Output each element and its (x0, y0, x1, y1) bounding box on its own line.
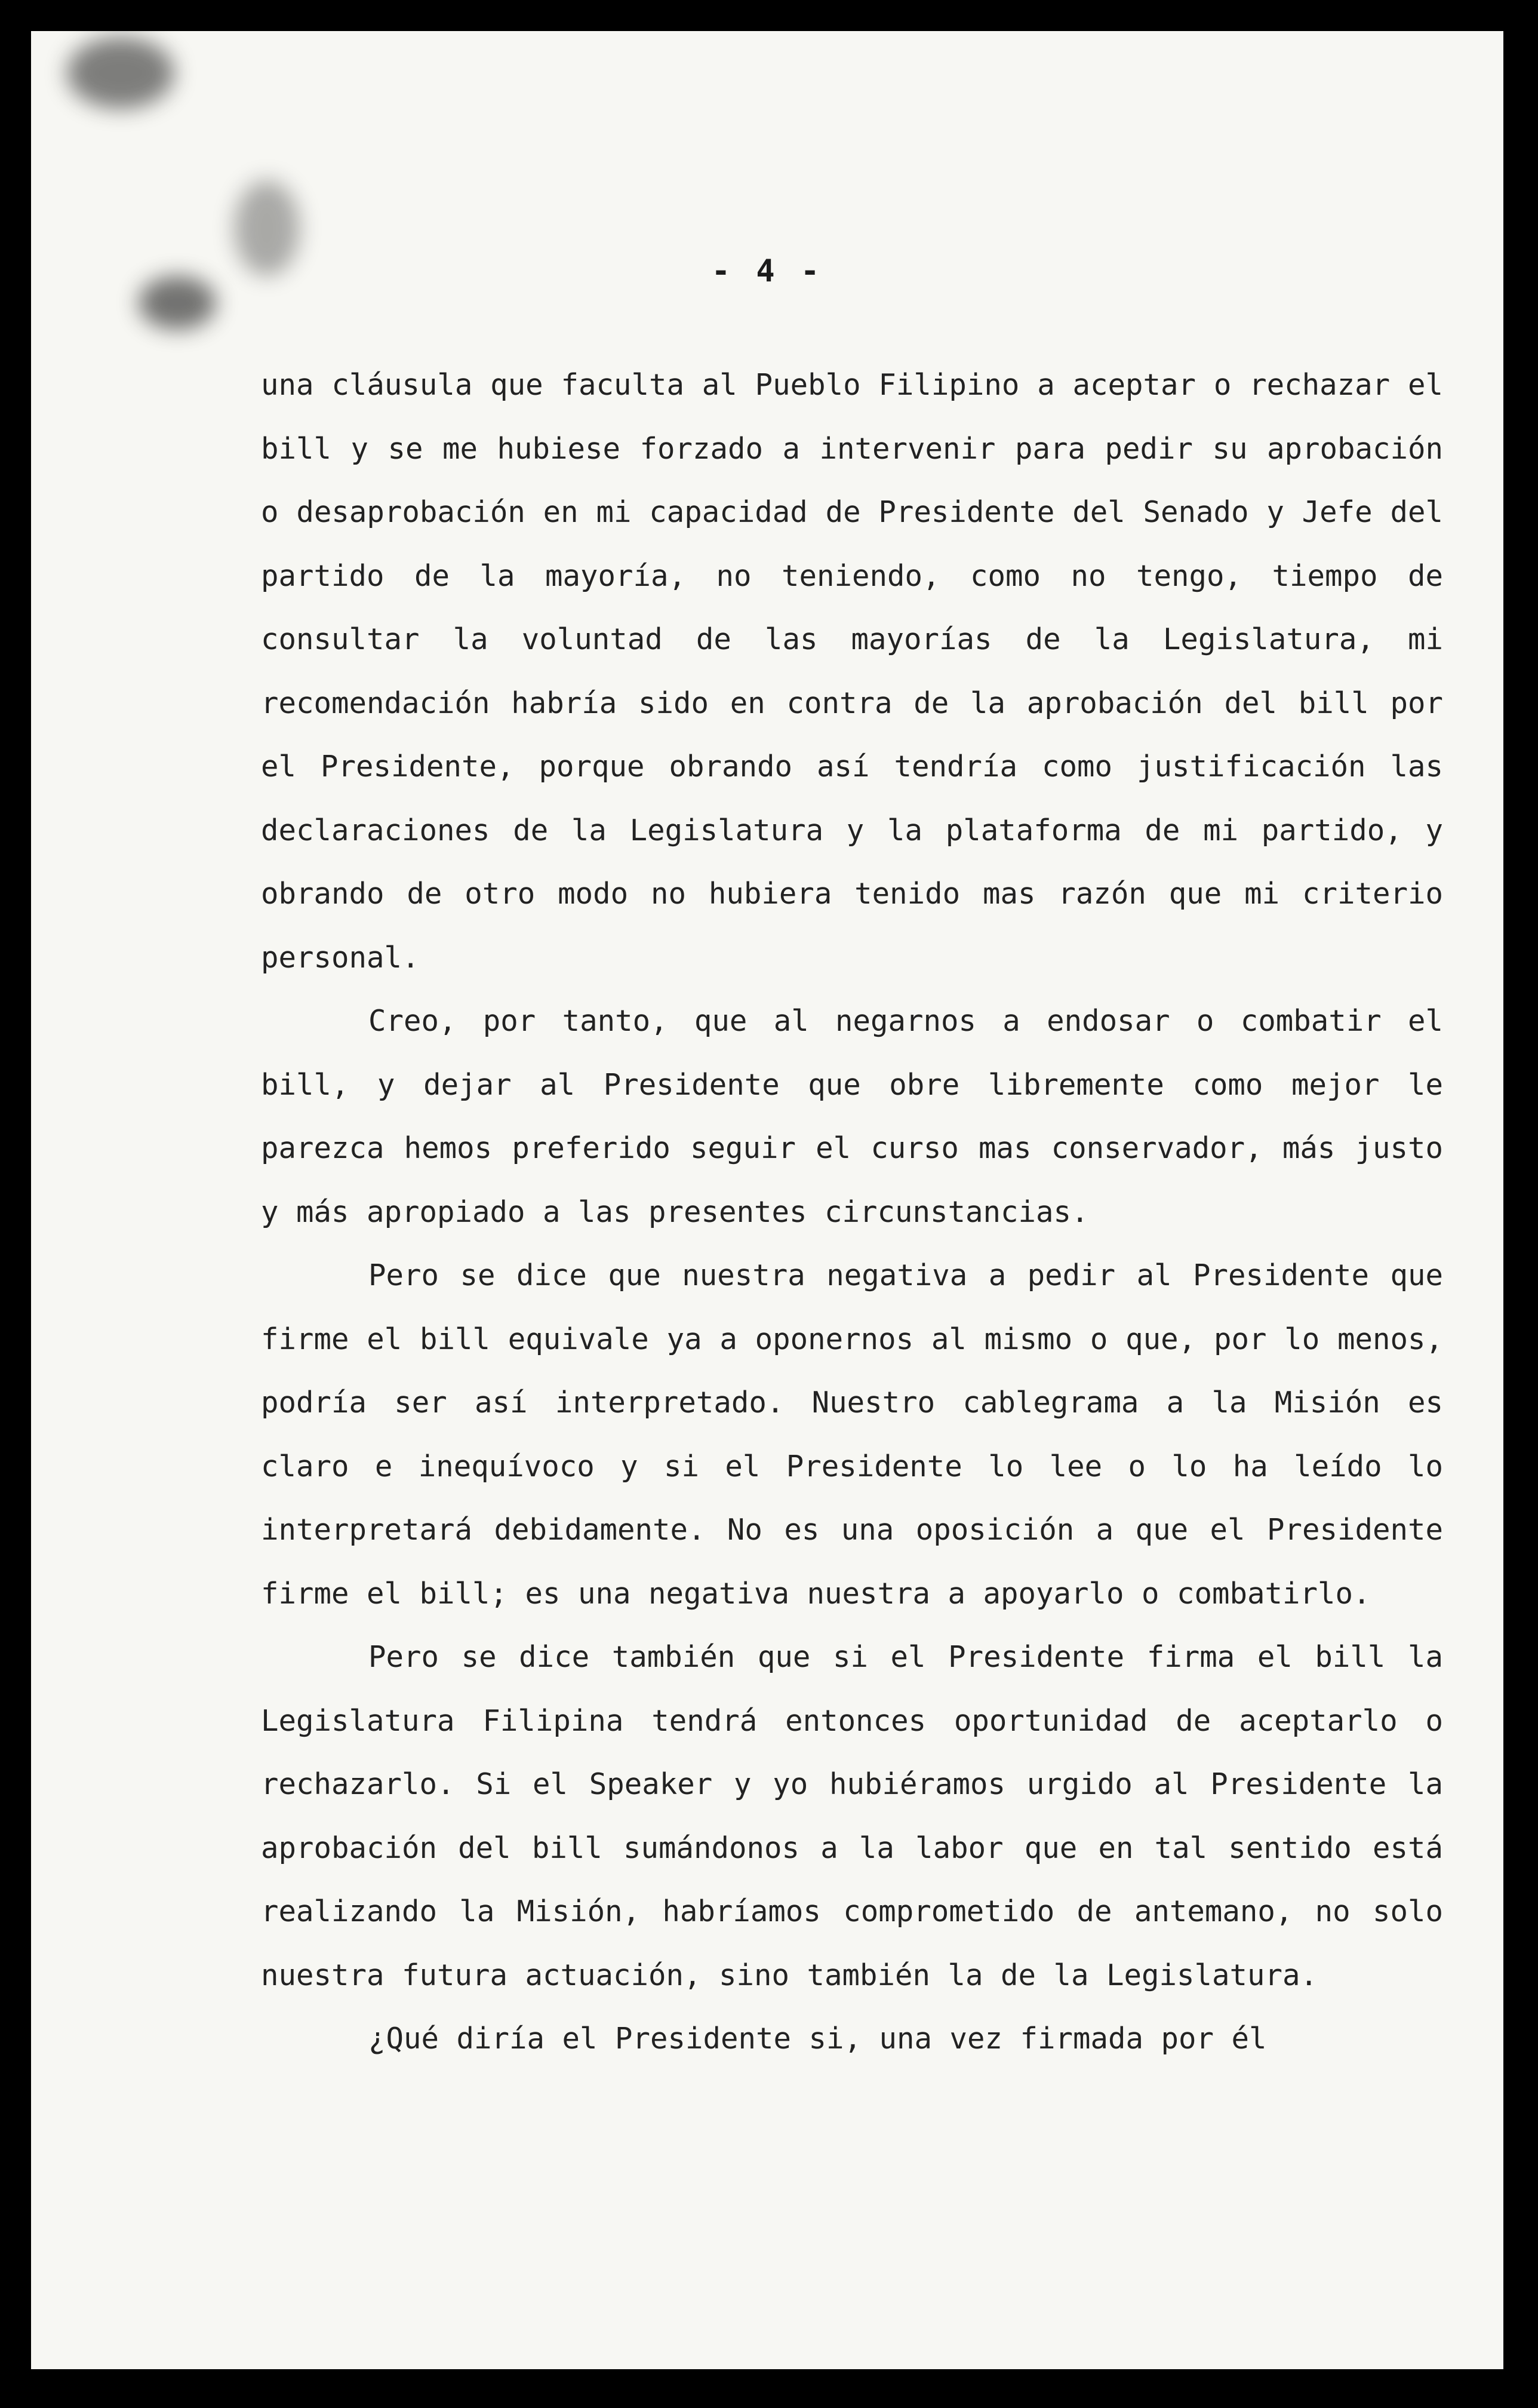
paragraph: Pero se dice que nuestra negativa a pedir al Presidente que firme el bill equivale ya a oponernos al mismo o que, por lo menos, podría ser así interpretado. Nuestro cablegrama a la Misión es claro e inequívoco y si el Presidente lo lee o lo ha leído lo interpretará debidamente. No es una oposición a que el Presidente firme el bill; es una negativa nuestra a apoyarlo o combatirlo. (261, 1258, 1443, 1611)
ink-smudge (67, 37, 174, 109)
page-number: - 4 - (711, 253, 823, 289)
paragraph: Pero se dice también que si el Presidente firma el bill la Legislatura Filipina tendrá entonces oportunidad de aceptarlo o rechazarlo. Si el Speaker y yo hubiéramos urgido al Presidente la aprobación del bill sumándonos a la labor que en tal sentido está realizando la Misión, habríamos comprometido de antemano, no solo nuestra futura actuación, sino también la de la Legislatura. (261, 1640, 1443, 1992)
letter-body (261, 354, 1443, 2071)
paragraph: ¿Qué diría el Presidente si, una vez firmada por él (368, 2022, 1267, 2056)
paragraph: una cláusula que faculta al Pueblo Filipino a aceptar o rechazar el bill y se me hubiese forzado a intervenir para pedir su aprobación o desaprobación en mi capacidad de Presidente del Senado y Jefe del partido de la mayoría, no teniendo, como no tengo, tiempo de consultar la voluntad de las mayorías de la Legislatura, mi recomendación habría sido en contra de la aprobación del bill por el Presidente, porque obrando así tendría como justificación las declaraciones de la Legislatura y la plataforma de mi partido, y obrando de otro modo no hubiera tenido mas razón que mi criterio personal. (261, 368, 1443, 975)
document-page (31, 31, 1503, 2369)
paragraph: Creo, por tanto, que al negarnos a endosar o combatir el bill, y dejar al Presidente que obre libremente como mejor le parezca hemos preferido seguir el curso mas conservador, más justo y más apropiado a las presentes circunstancias. (261, 1004, 1443, 1229)
